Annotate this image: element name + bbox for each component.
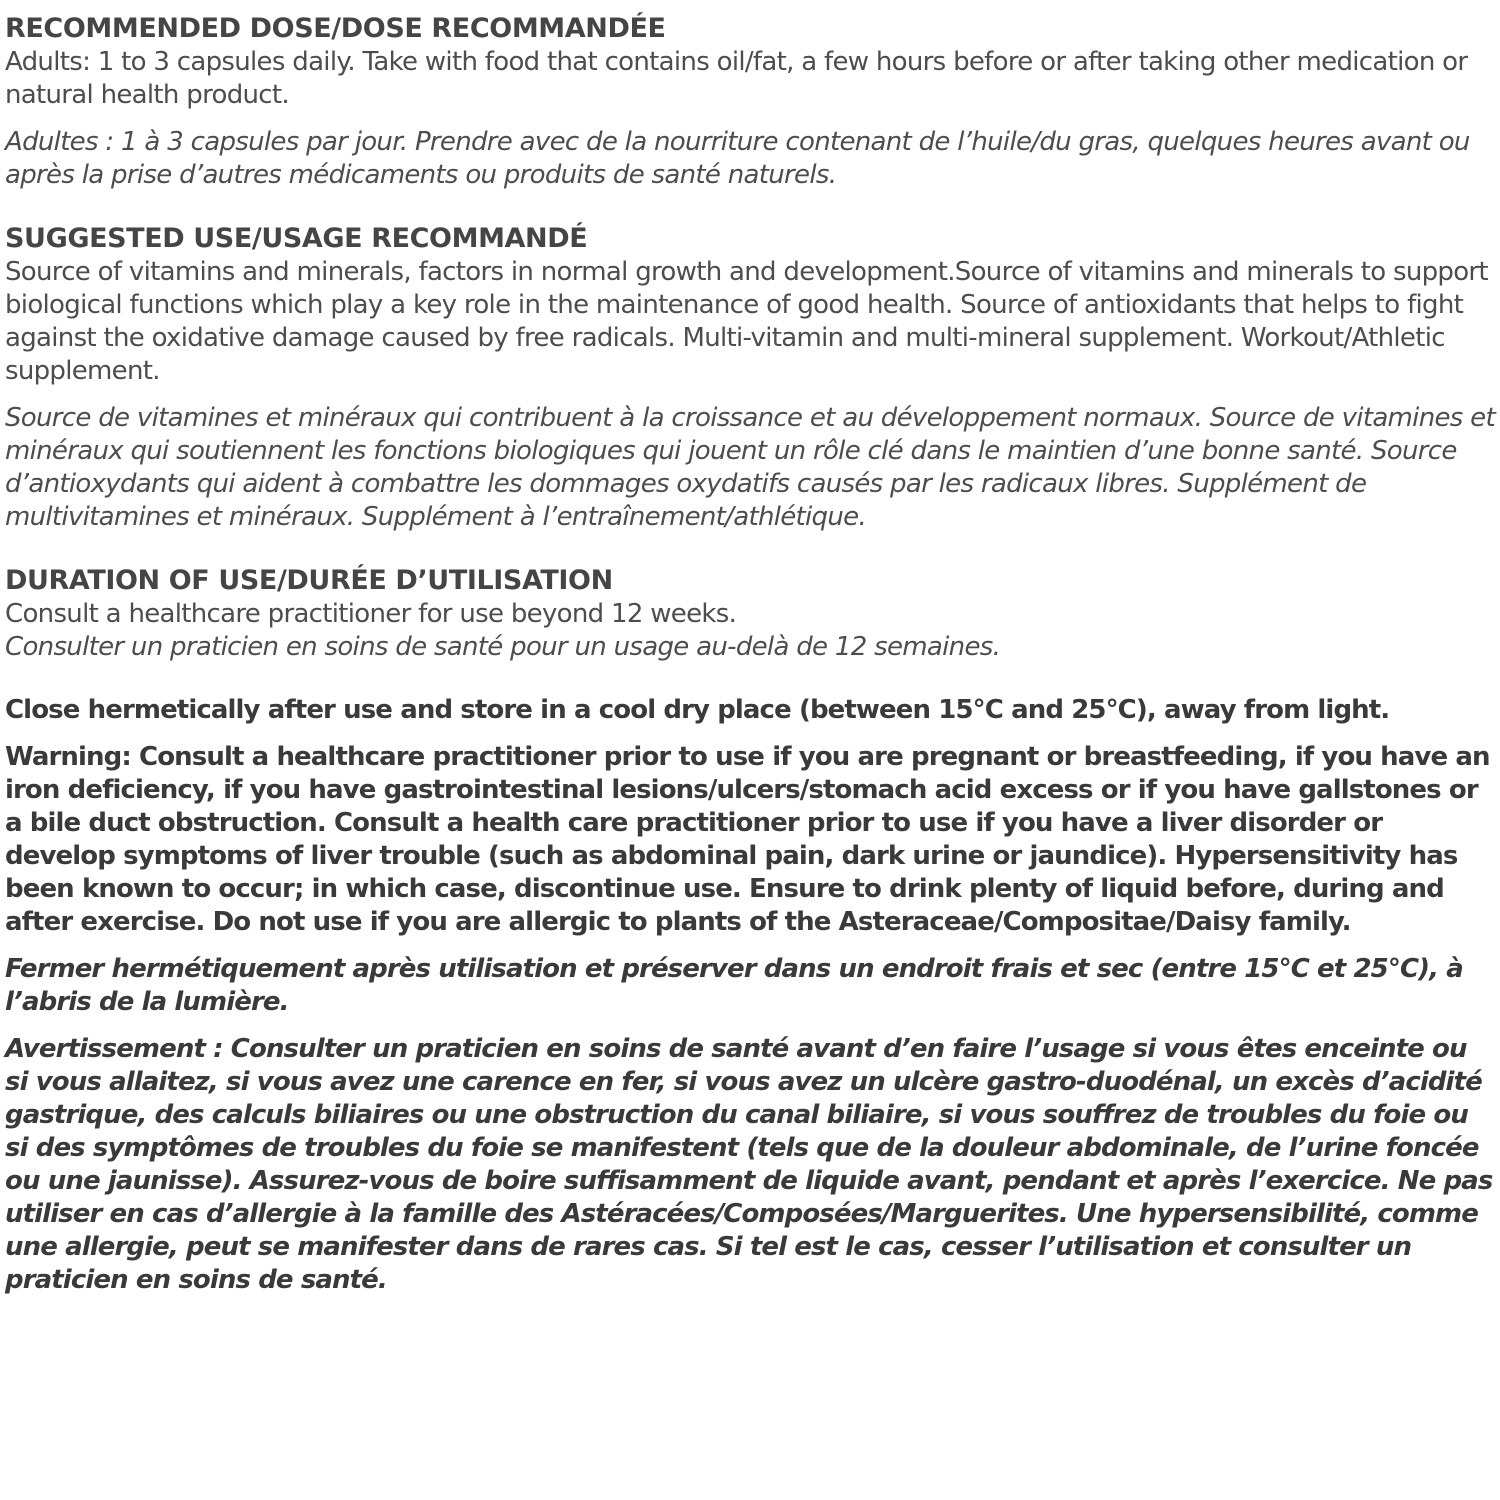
recommended-dose-heading: RECOMMENDED DOSE/DOSE RECOMMANDÉE — [5, 13, 666, 44]
recommended-dose-fr: Adultes : 1 à 3 capsules par jour. Prendre avec de la nourriture contenant de l’huile/du gras, quelques heures avant ou après la prise d’autres médicaments ou produits de santé naturels. — [5, 127, 1470, 190]
suggested-use-heading: SUGGESTED USE/USAGE RECOMMANDÉ — [5, 223, 588, 254]
storage-fr: Fermer hermétiquement après utilisation et préserver dans un endroit frais et sec (entre 15°C et 25°C), à l’abris de la lumière. — [5, 954, 1463, 1017]
warning-en: Warning: Consult a healthcare practitioner prior to use if you are pregnant or breastfeeding, if you have an iron deficiency, if you have gastrointestinal lesions/ulcers/stomach acid excess or if you have gallstones or a bile duct obstruction. Consult a health care practitioner prior to use if you have a liver disorder or develop symptoms of liver trouble (such as abdominal pain, dark urine or jaundice). Hypersensitivity has been known to occur; in which case, discontinue use. Ensure to drink plenty of liquid before, during and after exercise. Do not use if you are allergic to plants of the Asteraceae/Compositae/Daisy family. — [5, 742, 1490, 937]
duration-en: Consult a healthcare practitioner for use beyond 12 weeks. — [5, 599, 737, 629]
recommended-dose-en: Adults: 1 to 3 capsules daily. Take with food that contains oil/fat, a few hours before or after taking other medication or natural health product. — [5, 47, 1468, 110]
suggested-use-en: Source of vitamins and minerals, factors in normal growth and development.Source of vitamins and minerals to support biological functions which play a key role in the maintenance of good health. Source of antioxidants that helps to fight against the oxidative damage caused by free radicals. Multi-vitamin and multi-mineral supplement. Workout/Athletic supplement. — [5, 257, 1488, 386]
duration-heading: DURATION OF USE/DURÉE D’UTILISATION — [5, 565, 613, 596]
suggested-use-fr: Source de vitamines et minéraux qui contribuent à la croissance et au développement normaux. Source de vitamines et minéraux qui soutiennent les fonctions biologiques qui jouent un rôle clé dans le maintien d’une bonne santé. Source d’antioxydants qui aident à combattre les dommages oxydatifs causés par les radicaux libres. Supplément de multivitamines et minéraux. Supplément à l’entraînement/athlétique. — [5, 403, 1495, 532]
storage-en: Close hermetically after use and store in a cool dry place (between 15°C and 25°C), away from light. — [5, 695, 1390, 725]
duration-fr: Consulter un praticien en soins de santé pour un usage au-delà de 12 semaines. — [5, 632, 1001, 662]
warning-fr: Avertissement : Consulter un praticien en soins de santé avant d’en faire l’usage si vous êtes enceinte ou si vous allaitez, si vous avez une carence en fer, si vous avez un ulcère gastro-duodénal, un excès d’acidité gastrique, des calculs biliaires ou une obstruction du canal biliaire, si vous souffrez de troubles du foie ou si des symptômes de troubles du foie se manifestent (tels que de la douleur abdominale, de l’urine foncée ou une jaunisse). Assurez-vous de boire suffisamment de liquide avant, pendant et après l’exercice. Ne pas utiliser en cas d’allergie à la famille des Astéracées/Composées/Marguerites. Une hypersensibilité, comme une allergie, peut se manifester dans de rares cas. Si tel est le cas, cesser l’utilisation et consulter un praticien en soins de santé. — [5, 1034, 1493, 1295]
